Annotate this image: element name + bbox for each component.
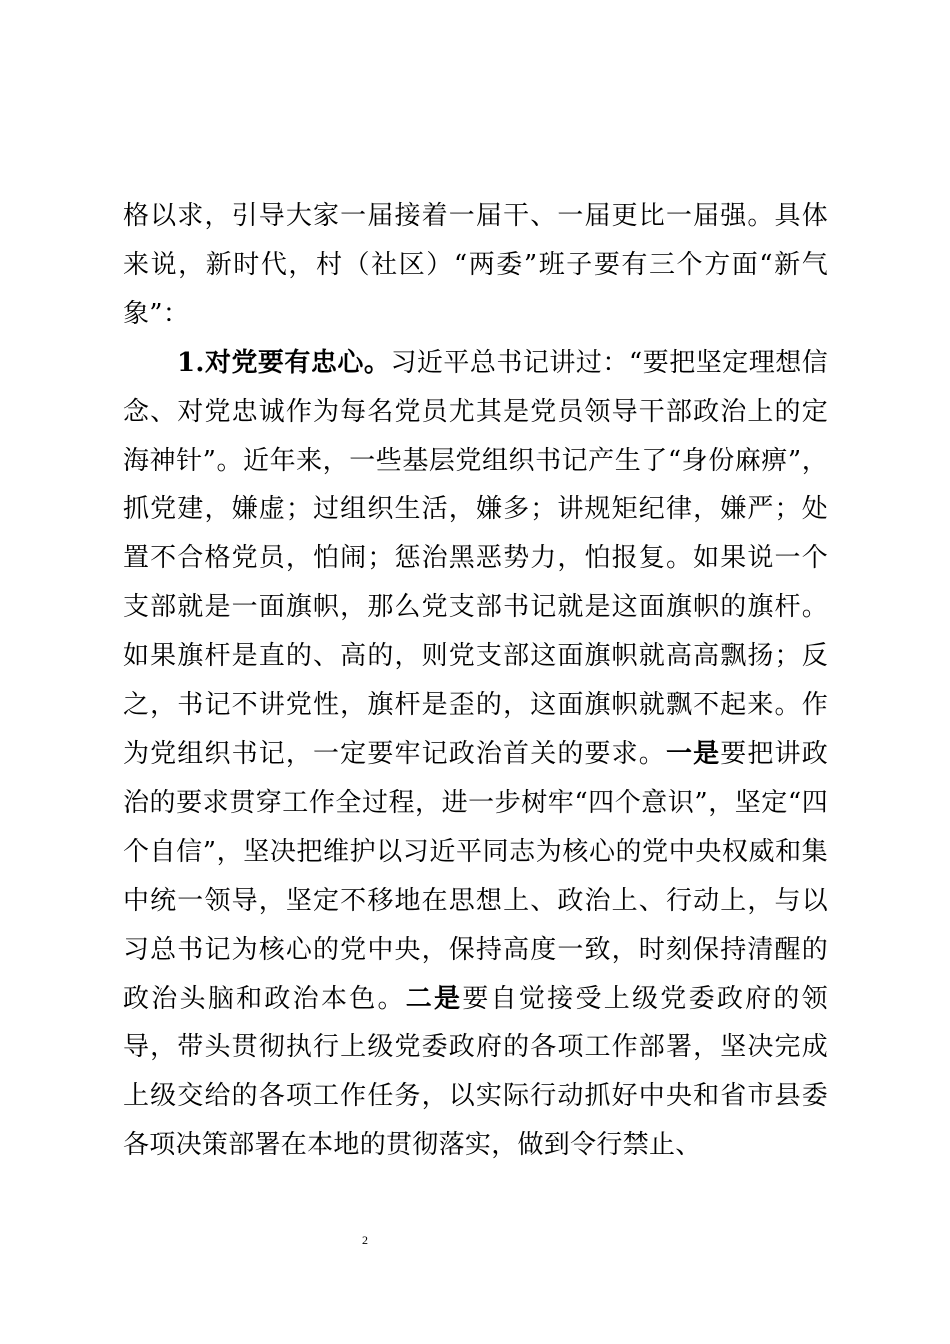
point-marker-second: 二是: [405, 983, 463, 1014]
paragraph-intro: 格以求，引导大家一届接着一届干、一届更比一届强。具体来说，新时代，村（社区）“两委”班子要有三个方面“新气象”：: [123, 201, 828, 329]
page-number: 2: [362, 1233, 368, 1247]
body-text: [123, 192, 828, 1170]
point-marker-first: 一是: [665, 738, 721, 769]
paragraph-text: 要自觉接受上级党委政府的领导，带头贯彻执行上级党委政府的各项工作部署，坚决完成上级交给的各项工作任务，以实际行动抓好中央和省市县委各项决策部署在本地的贯彻落实，做到令行禁止、: [123, 983, 828, 1161]
paragraph-text: 习近平总书记讲过：“要把坚定理想信念、对党忠诚作为每名党员尤其是党员领导干部政治上的定海神针”。近年来，一些基层党组织书记产生了“身份麻痹”，抓党建，嫌虚；过组织生活，嫌多；讲规矩纪律，嫌严；处置不合格党员，怕闹；惩治黑恶势力，怕报复。如果说一个支部就是一面旗帜，那么党支部书记就是这面旗帜的旗杆。如果旗杆是直的、高的，则党支部这面旗帜就高高飘扬；反之，书记不讲党性，旗杆是歪的，这面旗帜就飘不起来。作为党组织书记，一定要牢记政治首关的要求。: [123, 347, 828, 769]
section-heading: 1.对党要有忠心。: [177, 347, 391, 378]
paragraph-text: 要把讲政治的要求贯穿工作全过程，进一步树牢“四个意识”，坚定“四个自信”，坚决把维护以习近平同志为核心的党中央权威和集中统一领导，坚定不移地在思想上、政治上、行动上，与以习总书记为核心的党中央，保持高度一致，时刻保持清醒的政治头脑和政治本色。: [123, 738, 828, 1014]
paragraph-loyalty: [123, 339, 828, 1170]
